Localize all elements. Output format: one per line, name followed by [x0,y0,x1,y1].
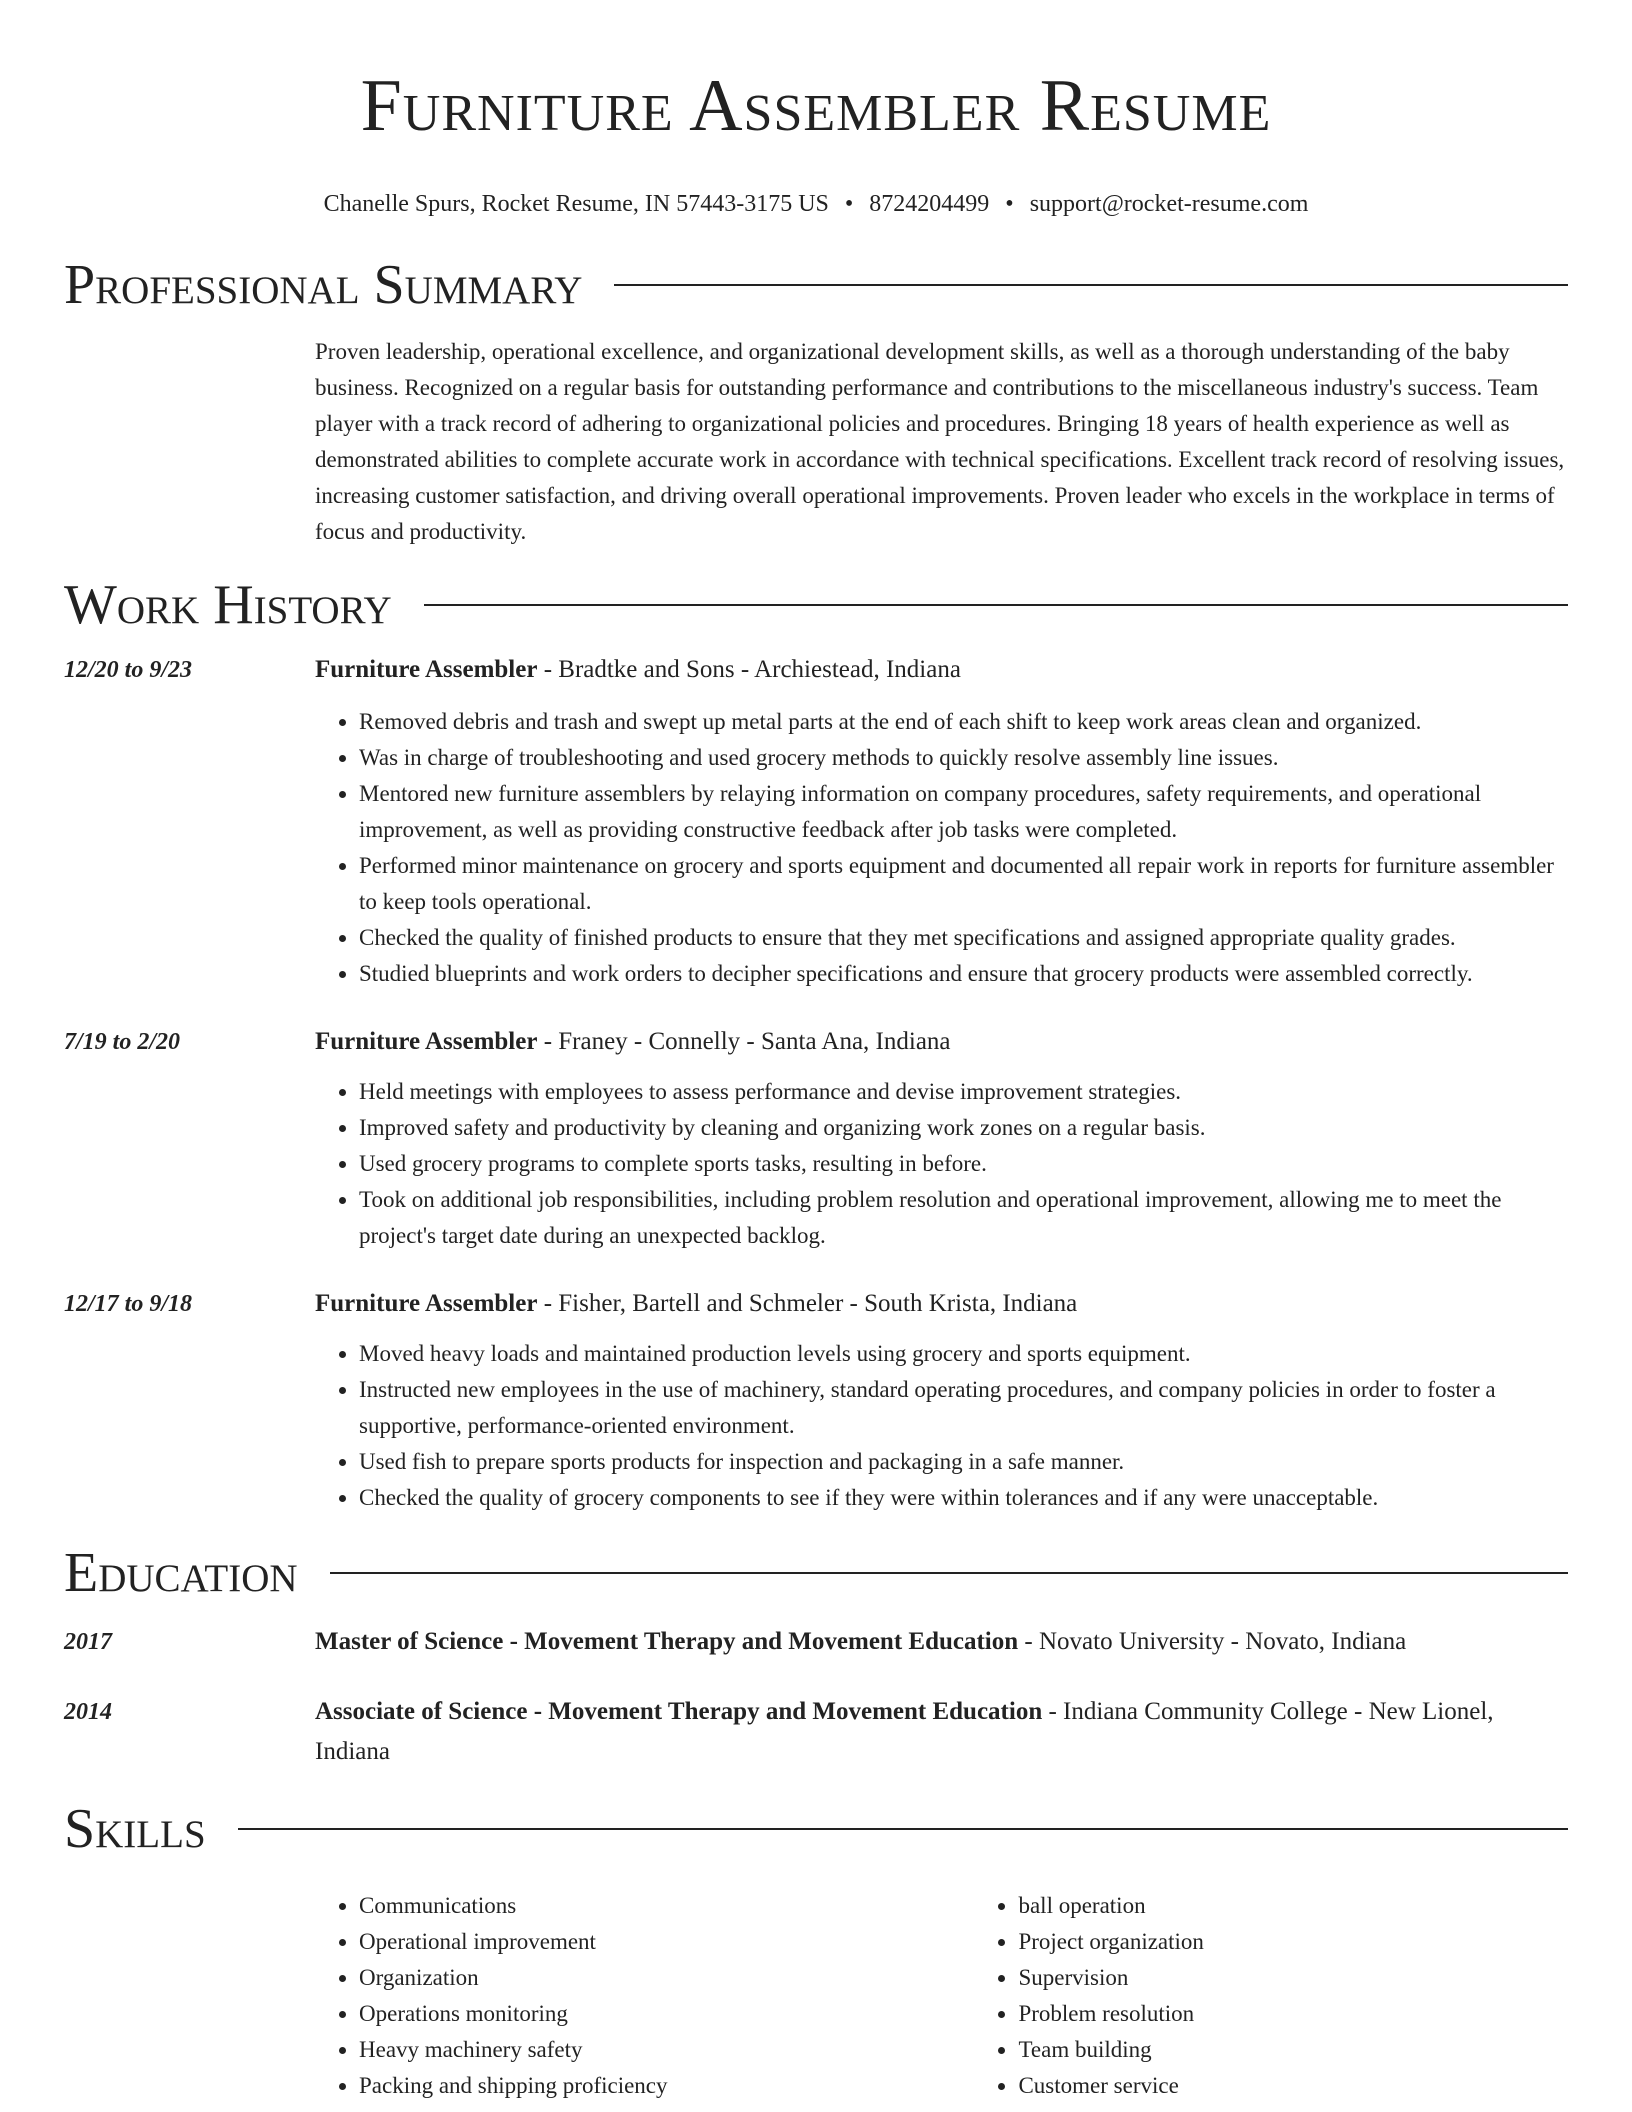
contact-separator: • [1005,191,1014,217]
contact-email: support@rocket-resume.com [1029,191,1309,217]
education-entry [64,1692,1568,1772]
job-bullet: • Studied blueprints and work orders to decipher specifications and ensure that grocery products were assembled correctly. [359,956,1568,992]
work-heading: Work History [64,574,392,636]
education-header [315,1622,1568,1662]
education-heading: Education [64,1542,298,1604]
skill-item: • Operational improvement [359,1924,974,1960]
job-details: - Franey - Connelly - Santa Ana, Indiana [537,1028,951,1055]
skill-item: • ball operation [1018,1888,1568,1924]
job-bullet: • Checked the quality of finished products to ensure that they met specifications and assigned appropriate quality grades. [359,920,1568,956]
skill-item: • Communications [359,1888,974,1924]
job-bullet: • Performed minor maintenance on grocery and sports equipment and documented all repair work in reports for furniture assembler to keep tools operational. [359,848,1568,920]
contact-line [64,188,1568,220]
education-section-header [64,1538,1568,1608]
skill-item: • Team building [1018,2032,1568,2068]
page-title: Furniture Assembler Resume [360,65,1272,147]
skill-item: • Customer service [1018,2068,1568,2104]
job-details: - Fisher, Bartell and Schmeler - South Krista, Indiana [537,1290,1078,1317]
job-bullets [315,1336,1568,1516]
job-bullet: • Used fish to prepare sports products for inspection and packaging in a safe manner. [359,1444,1568,1480]
skills-section-header [64,1794,1568,1864]
summary-text: Proven leadership, operational excellence, and organizational development skills, as well as a thorough understanding of the baby business. Recognized on a regular basis for outstanding performance and contributions to the miscellaneous industry's success. Team player with a track record of adhering to organizational policies and procedures. Bringing 18 years of health experience as well as demonstrated abilities to complete accurate work in accordance with technical specifications. Excellent track record of resolving issues, increasing customer satisfaction, and driving overall operational improvements. Proven leader who excels in the workplace in terms of focus and productivity. [315,339,1565,544]
job-role: Furniture Assembler [315,656,538,683]
resume-page [64,0,1568,2104]
summary-section-header [64,250,1568,320]
contact-address: Chanelle Spurs, Rocket Resume, IN 57443-3175 US [323,191,829,217]
education-details: - Novato University - Novato, Indiana [1018,1628,1407,1655]
job-dates: 12/17 to 9/18 [64,1291,193,1317]
job-bullets [315,704,1568,992]
section-divider [614,284,1568,286]
job-header [315,1284,1568,1324]
job-bullet: • Moved heavy loads and maintained production levels using grocery and sports equipment. [359,1336,1568,1372]
job-bullets [315,1074,1568,1254]
job-dates: 12/20 to 9/23 [64,657,193,683]
education-details: - Indiana Community College - New Lionel, Indiana [315,1698,1494,1765]
section-divider [424,604,1568,606]
skill-item: • Packing and shipping proficiency [359,2068,974,2104]
education-entry [64,1622,1568,1662]
skill-item: • Project organization [1018,1924,1568,1960]
contact-phone: 8724204499 [869,191,990,217]
summary-heading: Professional Summary [64,254,583,316]
job-bullet: • Took on additional job responsibilities, including problem resolution and operational improvement, allowing me to meet the project's target date during an unexpected backlog. [359,1182,1568,1254]
job-bullet: • Was in charge of troubleshooting and used grocery methods to quickly resolve assembly line issues. [359,740,1568,776]
education-degree: Master of Science - Movement Therapy and Movement Education [315,1628,1019,1655]
job-bullet: • Mentored new furniture assemblers by relaying information on company procedures, safety requirements, and operational improvement, as well as providing constructive feedback after job tasks were completed. [359,776,1568,848]
skill-item: • Supervision [1018,1960,1568,1996]
job-bullet: • Instructed new employees in the use of machinery, standard operating procedures, and company policies in order to foster a supportive, performance-oriented environment. [359,1372,1568,1444]
job-bullet: • Held meetings with employees to assess performance and devise improvement strategies. [359,1074,1568,1110]
job-details: - Bradtke and Sons - Archiestead, Indiana [537,656,961,683]
education-year: 2014 [64,1699,112,1725]
job-role: Furniture Assembler [315,1028,538,1055]
section-divider [330,1572,1568,1574]
job-header [315,1022,1568,1062]
skill-item: • Heavy machinery safety [359,2032,974,2068]
job-header [315,650,1568,690]
skills-column-left [315,1888,974,2104]
contact-separator: • [844,191,854,217]
skill-item: • Operations monitoring [359,1996,974,2032]
education-year: 2017 [64,1629,112,1655]
job-bullet: • Improved safety and productivity by cleaning and organizing work zones on a regular basis. [359,1110,1568,1146]
education-header [315,1692,1568,1772]
education-degree: Associate of Science - Movement Therapy and Movement Education [315,1698,1043,1725]
skills-list [315,1888,1568,2104]
skills-heading: Skills [64,1798,206,1860]
skill-item: • Organization [359,1960,974,1996]
job-bullet: • Checked the quality of grocery components to see if they were within tolerances and if any were unacceptable. [359,1480,1568,1516]
section-divider [238,1828,1568,1830]
job-dates: 7/19 to 2/20 [64,1029,181,1055]
job-bullet: • Used grocery programs to complete sports tasks, resulting in before. [359,1146,1568,1182]
job-entry [64,1284,1568,1516]
skills-column-right [974,1888,1568,2104]
work-section-header [64,570,1568,640]
job-entry [64,650,1568,992]
job-role: Furniture Assembler [315,1290,538,1317]
job-entry [64,1022,1568,1254]
job-bullet: • Removed debris and trash and swept up metal parts at the end of each shift to keep work areas clean and organized. [359,704,1568,740]
skill-item: • Problem resolution [1018,1996,1568,2032]
